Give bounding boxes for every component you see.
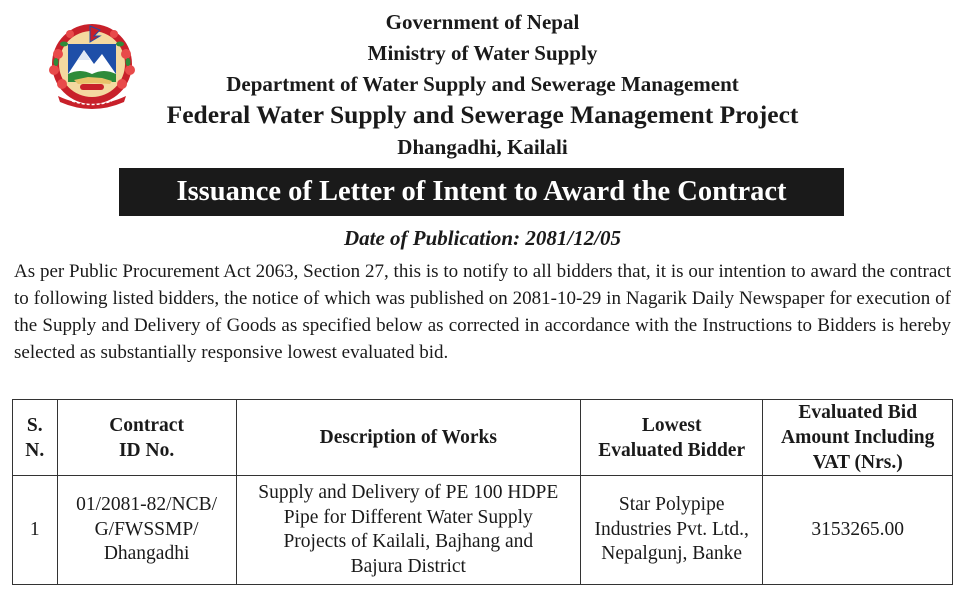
header-description: Description of Works	[236, 400, 580, 476]
cell-description: Supply and Delivery of PE 100 HDPE Pipe for Different Water Supply Projects of Kailali, Bajhang and Bajura District	[236, 476, 580, 585]
cell-bidder: Star Polypipe Industries Pvt. Ltd., Nepalgunj, Banke	[580, 476, 763, 585]
cell-sn: 1	[13, 476, 58, 585]
table-header-row	[13, 400, 953, 476]
table-row	[13, 476, 953, 585]
publication-date: Date of Publication: 2081/12/05	[343, 226, 622, 250]
header-ministry: Ministry of Water Supply	[367, 41, 598, 65]
notice-paragraph: As per Public Procurement Act 2063, Section 27, this is to notify to all bidders that, it is our intention to award the contract to following listed bidders, the notice of which was published on 2081-10-29 in Nagarik Daily Newspaper for execution of the Supply and Delivery of Goods as specified below as corrected in accordance with the Instructions to Bidders is hereby selected as substantially responsive lowest evaluated bid.	[14, 261, 951, 363]
award-table	[12, 399, 953, 585]
header-location: Dhangadhi, Kailali	[397, 135, 568, 159]
header-department: Department of Water Supply and Sewerage Management	[226, 72, 739, 96]
cell-contract-id: 01/2081-82/NCB/ G/FWSSMP/ Dhangadhi	[57, 476, 236, 585]
notice-title-banner	[119, 168, 844, 216]
cell-amount: 3153265.00	[763, 476, 953, 585]
header-contract-id: Contract ID No.	[57, 400, 236, 476]
header-sn: S. N.	[13, 400, 58, 476]
header-project: Federal Water Supply and Sewerage Management Project	[166, 100, 799, 129]
header-government: Government of Nepal	[385, 10, 580, 34]
header-amount: Evaluated Bid Amount Including VAT (Nrs.)	[763, 400, 953, 476]
header-bidder: Lowest Evaluated Bidder	[580, 400, 763, 476]
notice-title: Issuance of Letter of Intent to Award the Contract	[176, 176, 787, 207]
